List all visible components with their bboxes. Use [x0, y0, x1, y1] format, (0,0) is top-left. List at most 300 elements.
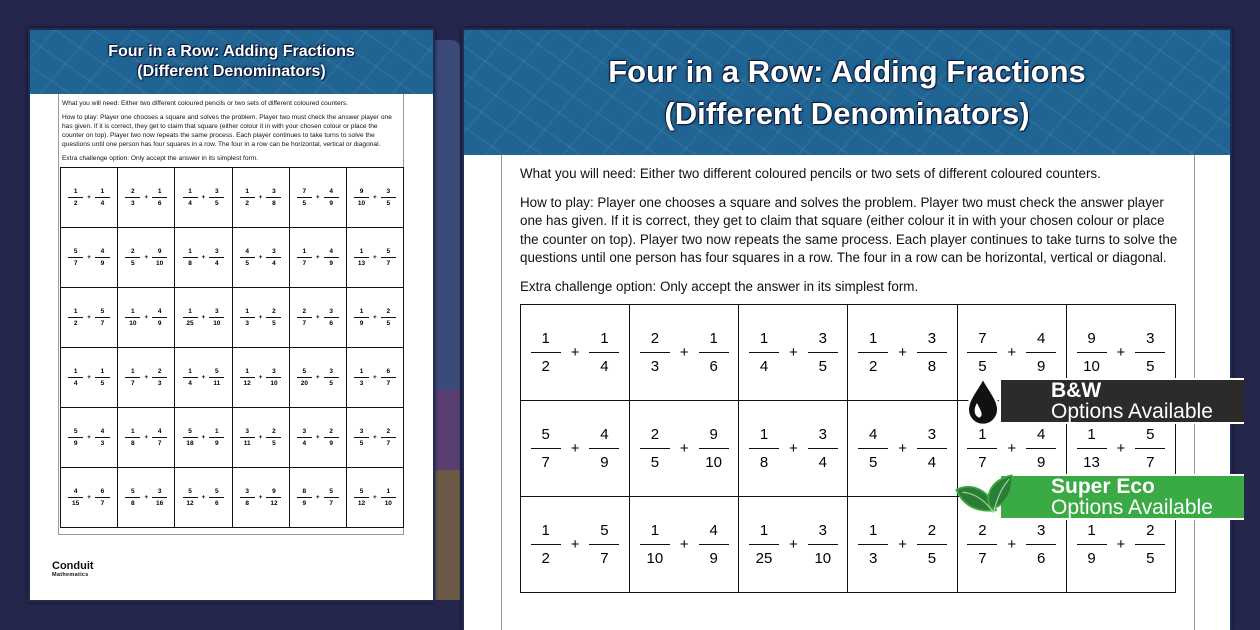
- denominator: 5: [650, 454, 660, 471]
- fraction: [183, 188, 198, 207]
- numerator: 5: [183, 488, 198, 498]
- denominator: 9: [600, 454, 609, 471]
- fraction: [1135, 522, 1165, 567]
- numerator: 2: [125, 248, 140, 258]
- fraction: [297, 188, 312, 207]
- numerator: 2: [917, 522, 947, 545]
- eco-options-badge[interactable]: [999, 474, 1244, 520]
- plus-sign: +: [315, 374, 320, 381]
- plus-sign: +: [87, 254, 91, 261]
- denominator: 4: [600, 358, 609, 375]
- numerator: 3: [240, 428, 255, 438]
- numerator: 1: [381, 488, 396, 498]
- numerator: 1: [858, 522, 888, 545]
- denominator: 4: [188, 380, 192, 387]
- fraction: [152, 368, 167, 387]
- numerator: 1: [183, 368, 198, 378]
- grid-square[interactable]: [233, 348, 290, 408]
- fraction: [749, 426, 779, 471]
- denominator: 12: [270, 500, 278, 507]
- fraction: [354, 428, 369, 447]
- grid-square[interactable]: [233, 408, 290, 468]
- denominator: 7: [386, 440, 391, 447]
- fraction: [266, 368, 281, 387]
- fraction: [1077, 426, 1107, 471]
- fraction: [858, 426, 888, 471]
- numerator: 9: [699, 426, 729, 449]
- fraction: [240, 188, 255, 207]
- denominator: 3: [245, 320, 249, 327]
- grid-square[interactable]: [521, 401, 630, 497]
- denominator: 10: [129, 320, 137, 327]
- plus-sign: +: [1007, 536, 1017, 553]
- numerator: 3: [152, 488, 167, 498]
- grid-square[interactable]: [290, 228, 347, 288]
- grid-square[interactable]: [347, 408, 404, 468]
- fraction: [354, 488, 369, 507]
- grid-square[interactable]: [630, 401, 739, 497]
- numerator: 4: [68, 488, 83, 498]
- worksheet-header: [30, 30, 433, 94]
- denominator: 20: [300, 380, 308, 387]
- numerator: 3: [297, 428, 312, 438]
- numerator: 4: [95, 428, 110, 438]
- plus-sign: +: [201, 374, 206, 381]
- instructions-text: How to play: Player one chooses a square and solves the problem. Player two must check the answer player one has given. If it is correct, they get to claim that square (either colour it in with your chosen colour or place the counter on top). Player two now repeats the same process. Each player continues to take turns to solve the questions until one person has four squares in a row. The four in a row can be horizontal, vertical or diagonal.: [520, 194, 1178, 265]
- denominator: 4: [927, 454, 937, 471]
- numerator: 1: [354, 308, 369, 318]
- numerator: 3: [209, 188, 224, 198]
- numerator: 5: [531, 426, 561, 449]
- denominator: 7: [1146, 454, 1155, 471]
- fraction: [95, 308, 110, 327]
- grid-square[interactable]: [630, 497, 739, 593]
- grid-square[interactable]: [347, 348, 404, 408]
- numerator: 5: [589, 522, 619, 545]
- plus-sign: +: [898, 440, 907, 457]
- grid-square[interactable]: [290, 288, 347, 348]
- grid-square[interactable]: [630, 305, 739, 401]
- fraction: [209, 188, 224, 207]
- fraction: [858, 330, 888, 375]
- plus-sign: +: [201, 254, 206, 261]
- fraction: [183, 428, 198, 447]
- fraction: [381, 488, 396, 507]
- denominator: 9: [215, 440, 219, 447]
- plus-sign: +: [315, 314, 320, 321]
- denominator: 7: [541, 454, 550, 471]
- denominator: 6: [1036, 550, 1046, 567]
- denominator: 10: [646, 550, 664, 567]
- numerator: 1: [68, 188, 83, 198]
- denominator: 7: [131, 380, 135, 387]
- plus-sign: +: [258, 374, 263, 381]
- plus-sign: +: [1116, 440, 1126, 457]
- plus-sign: +: [201, 434, 206, 441]
- numerator: 5: [209, 488, 224, 498]
- numerator: 1: [209, 428, 224, 438]
- fraction: [589, 426, 619, 471]
- numerator: 7: [297, 188, 312, 198]
- grid-square[interactable]: [347, 228, 404, 288]
- denominator: 8: [131, 440, 135, 447]
- numerator: 1: [95, 368, 110, 378]
- denominator: 9: [302, 500, 307, 507]
- denominator: 6: [709, 358, 718, 375]
- fraction: [381, 308, 396, 327]
- fraction: [95, 488, 110, 507]
- numerator: 1: [68, 368, 83, 378]
- numerator: 5: [1135, 426, 1165, 449]
- numerator: 2: [1135, 522, 1165, 545]
- numerator: 4: [1026, 330, 1056, 353]
- plus-sign: +: [87, 314, 91, 321]
- plus-sign: +: [373, 314, 377, 321]
- denominator: 18: [186, 440, 194, 447]
- grid-square[interactable]: [848, 305, 957, 401]
- denominator: 10: [213, 320, 221, 327]
- grid-square[interactable]: [118, 168, 175, 228]
- fraction-grid: [60, 167, 404, 528]
- numerator: 2: [266, 308, 281, 318]
- numerator: 1: [749, 330, 779, 353]
- numerator: 9: [1077, 330, 1107, 353]
- numerator: 3: [1026, 522, 1056, 545]
- fraction: [1026, 522, 1056, 567]
- plus-sign: +: [144, 374, 149, 381]
- numerator: 3: [240, 488, 255, 498]
- fraction: [266, 428, 281, 447]
- fraction: [699, 330, 729, 375]
- numerator: 1: [240, 188, 255, 198]
- fraction: [354, 188, 369, 207]
- numerator: 4: [324, 248, 339, 258]
- fraction: [324, 368, 339, 387]
- grid-square[interactable]: [175, 468, 232, 528]
- grid-square[interactable]: [175, 348, 232, 408]
- grid-square[interactable]: [61, 348, 118, 408]
- denominator: 5: [245, 260, 249, 267]
- logo: [52, 560, 94, 578]
- numerator: 7: [967, 330, 997, 353]
- grid-square[interactable]: [118, 348, 175, 408]
- fraction: [324, 248, 339, 267]
- numerator: 5: [297, 368, 312, 378]
- grid-square[interactable]: [61, 228, 118, 288]
- fraction: [183, 368, 198, 387]
- denominator: 4: [73, 380, 78, 387]
- denominator: 5: [386, 200, 391, 207]
- denominator: 8: [188, 260, 192, 267]
- numerator: 2: [381, 428, 396, 438]
- plus-sign: +: [144, 194, 149, 201]
- denominator: 7: [73, 260, 78, 267]
- logo-name: Conduit: [52, 560, 94, 572]
- grid-square[interactable]: [118, 228, 175, 288]
- grid-square[interactable]: [175, 168, 232, 228]
- grid-square[interactable]: [118, 408, 175, 468]
- denominator: 10: [1083, 358, 1100, 375]
- denominator: 8: [245, 500, 249, 507]
- numerator: 5: [324, 488, 339, 498]
- fraction: [381, 428, 396, 447]
- numerator: 5: [125, 488, 140, 498]
- numerator: 5: [95, 308, 110, 318]
- fraction: [183, 488, 198, 507]
- denominator: 5: [272, 320, 276, 327]
- denominator: 5: [215, 200, 219, 207]
- denominator: 4: [759, 358, 769, 375]
- denominator: 9: [329, 440, 333, 447]
- denominator: 25: [755, 550, 773, 567]
- fraction: [125, 488, 140, 507]
- fraction: [324, 428, 339, 447]
- numerator: 4: [152, 308, 167, 318]
- plus-sign: +: [144, 494, 149, 501]
- challenge-text: Extra challenge option: Only accept the answer in its simplest form.: [62, 155, 259, 162]
- plus-sign: +: [258, 434, 263, 441]
- grid-square[interactable]: [118, 468, 175, 528]
- denominator: 8: [272, 200, 276, 207]
- denominator: 4: [272, 260, 276, 267]
- fraction: [699, 522, 729, 567]
- grid-square[interactable]: [233, 168, 290, 228]
- numerator: 1: [589, 330, 619, 353]
- plus-sign: +: [87, 434, 91, 441]
- numerator: 1: [125, 428, 140, 438]
- instructions-text: How to play: Player one chooses a square and solves the problem. Player two must check the answer player one has given. If it is correct, they get to claim that square (either colour it in with your chosen colour or place the counter on top). Player two now repeats the same process. Each player continues to take turns to solve the questions until one person has four squares in a row. The four in a row can be horizontal, vertical or diagonal.: [62, 114, 392, 148]
- numerator: 5: [183, 428, 198, 438]
- plus-sign: +: [789, 536, 798, 553]
- denominator: 3: [869, 550, 878, 567]
- grid-square[interactable]: [175, 408, 232, 468]
- grid-square[interactable]: [290, 468, 347, 528]
- numerator: 1: [967, 426, 997, 449]
- fraction: [266, 308, 281, 327]
- plus-sign: +: [258, 194, 263, 201]
- fraction: [749, 522, 779, 567]
- denominator: 3: [359, 380, 364, 387]
- bw-badge-title: B&W: [1051, 379, 1102, 402]
- grid-square[interactable]: [290, 348, 347, 408]
- worksheet-body: [58, 94, 404, 535]
- grid-square[interactable]: [233, 228, 290, 288]
- denominator: 4: [100, 200, 105, 207]
- fraction: [324, 308, 339, 327]
- fraction: [917, 522, 947, 567]
- plus-sign: +: [679, 440, 689, 457]
- denominator: 2: [541, 358, 550, 375]
- numerator: 2: [640, 330, 670, 353]
- numerator: 2: [967, 522, 997, 545]
- bw-options-badge[interactable]: [999, 378, 1244, 424]
- grid-square[interactable]: [61, 288, 118, 348]
- denominator: 12: [243, 380, 251, 387]
- plus-sign: +: [258, 254, 263, 261]
- fraction: [240, 488, 255, 507]
- plus-sign: +: [1007, 344, 1017, 361]
- denominator: 9: [1036, 358, 1046, 375]
- fraction: [125, 368, 140, 387]
- grid-square[interactable]: [233, 468, 290, 528]
- grid-square[interactable]: [61, 468, 118, 528]
- numerator: 1: [125, 308, 140, 318]
- numerator: 1: [297, 248, 312, 258]
- denominator: 5: [329, 380, 333, 387]
- numerator: 5: [68, 428, 83, 438]
- numerator: 1: [749, 426, 779, 449]
- numerator: 2: [381, 308, 396, 318]
- denominator: 12: [186, 500, 194, 507]
- fraction: [152, 488, 167, 507]
- grid-square[interactable]: [175, 228, 232, 288]
- fraction: [209, 308, 224, 327]
- denominator: 9: [157, 320, 162, 327]
- numerator: 9: [152, 248, 167, 258]
- leaf-icon: [953, 473, 1015, 521]
- numerator: 1: [183, 308, 198, 318]
- grid-square[interactable]: [848, 401, 957, 497]
- title-line2: (Different Denominators): [137, 63, 326, 80]
- worksheet-preview: [462, 28, 1232, 630]
- fraction: [324, 188, 339, 207]
- numerator: 1: [354, 248, 369, 258]
- denominator: 3: [100, 440, 105, 447]
- fraction: [858, 522, 888, 567]
- numerator: 2: [152, 368, 167, 378]
- numerator: 2: [324, 428, 339, 438]
- fraction: [640, 522, 670, 567]
- grid-square[interactable]: [290, 408, 347, 468]
- denominator: 4: [302, 440, 307, 447]
- plus-sign: +: [373, 434, 377, 441]
- eco-badge-title: Super Eco: [1051, 475, 1155, 498]
- grid-square[interactable]: [175, 288, 232, 348]
- fraction: [381, 368, 396, 387]
- numerator: 1: [640, 522, 670, 545]
- denominator: 5: [818, 358, 827, 375]
- grid-square[interactable]: [118, 288, 175, 348]
- eco-badge-subtitle: Options Available: [1051, 496, 1213, 519]
- denominator: 8: [927, 358, 937, 375]
- fraction: [209, 248, 224, 267]
- fraction: [324, 488, 339, 507]
- grid-square[interactable]: [521, 497, 630, 593]
- plus-sign: +: [1007, 440, 1017, 457]
- plus-sign: +: [87, 494, 91, 501]
- plus-sign: +: [570, 536, 580, 553]
- fraction: [1077, 522, 1107, 567]
- denominator: 25: [186, 320, 194, 327]
- denominator: 11: [243, 440, 251, 447]
- plus-sign: +: [373, 374, 377, 381]
- fraction: [266, 248, 281, 267]
- denominator: 9: [73, 440, 78, 447]
- grid-square[interactable]: [347, 288, 404, 348]
- title-line1: Four in a Row: Adding Fractions: [608, 53, 1086, 89]
- numerator: 5: [354, 488, 369, 498]
- numerator: 3: [917, 426, 947, 449]
- denominator: 5: [1146, 358, 1155, 375]
- denominator: 4: [188, 200, 192, 207]
- numerator: 1: [531, 330, 561, 353]
- plus-sign: +: [258, 314, 263, 321]
- plus-sign: +: [315, 434, 320, 441]
- fraction: [68, 428, 83, 447]
- denominator: 8: [131, 500, 135, 507]
- numerator: 1: [183, 188, 198, 198]
- grid-square[interactable]: [347, 468, 404, 528]
- denominator: 7: [600, 550, 609, 567]
- fraction: [95, 428, 110, 447]
- numerator: 1: [749, 522, 779, 545]
- grid-square[interactable]: [290, 168, 347, 228]
- fraction: [589, 522, 619, 567]
- grid-square[interactable]: [347, 168, 404, 228]
- denominator: 13: [1083, 454, 1100, 471]
- denominator: 9: [1087, 550, 1096, 567]
- grid-square[interactable]: [739, 497, 848, 593]
- fraction: [240, 248, 255, 267]
- denominator: 7: [978, 550, 987, 567]
- numerator: 3: [266, 188, 281, 198]
- numerator: 1: [240, 308, 255, 318]
- grid-square[interactable]: [521, 305, 630, 401]
- fraction: [808, 522, 838, 567]
- grid-square[interactable]: [848, 497, 957, 593]
- fraction: [297, 248, 312, 267]
- grid-square[interactable]: [61, 408, 118, 468]
- numerator: 5: [381, 248, 396, 258]
- logo-subtitle: Mathematics: [52, 572, 89, 578]
- numerator: 3: [324, 308, 339, 318]
- fraction: [1135, 330, 1165, 375]
- fraction: [381, 188, 396, 207]
- fraction: [640, 330, 670, 375]
- fraction: [240, 308, 255, 327]
- fraction: [354, 368, 369, 387]
- plus-sign: +: [1116, 344, 1126, 361]
- fraction: [240, 428, 255, 447]
- fraction: [381, 248, 396, 267]
- denominator: 5: [100, 380, 105, 387]
- denominator: 6: [157, 200, 162, 207]
- grid-square[interactable]: [233, 288, 290, 348]
- grid-square[interactable]: [739, 401, 848, 497]
- numerator: 4: [240, 248, 255, 258]
- denominator: 9: [709, 550, 718, 567]
- denominator: 16: [156, 500, 164, 507]
- numerator: 1: [531, 522, 561, 545]
- denominator: 9: [100, 260, 105, 267]
- denominator: 3: [650, 358, 660, 375]
- plus-sign: +: [679, 536, 689, 553]
- fraction: [808, 330, 838, 375]
- fraction: [917, 330, 947, 375]
- fraction: [125, 428, 140, 447]
- grid-square[interactable]: [61, 168, 118, 228]
- numerator: 3: [808, 330, 838, 353]
- numerator: 4: [324, 188, 339, 198]
- numerator: 5: [209, 368, 224, 378]
- denominator: 2: [245, 200, 249, 207]
- plus-sign: +: [570, 440, 580, 457]
- numerator: 1: [95, 188, 110, 198]
- grid-square[interactable]: [739, 305, 848, 401]
- fraction: [68, 188, 83, 207]
- denominator: 13: [357, 260, 366, 267]
- plus-sign: +: [1116, 536, 1126, 553]
